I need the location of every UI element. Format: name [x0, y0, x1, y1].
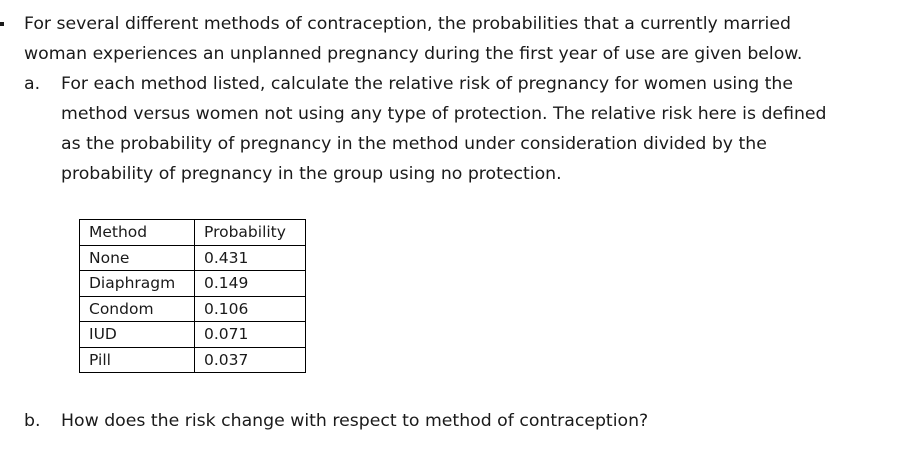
part-b-marker: b.	[24, 411, 41, 431]
part-a-line-1: For each method listed, calculate the relative risk of pregnancy for women using the	[61, 74, 794, 94]
cell-method: Diaphragm	[80, 271, 195, 297]
intro-paragraph	[24, 9, 802, 69]
cell-probability: 0.071	[195, 322, 306, 348]
cell-probability: 0.037	[195, 347, 306, 373]
cell-probability: 0.149	[195, 271, 306, 297]
part-b-question: How does the risk change with respect to method of contraception?	[61, 411, 649, 431]
cell-method: IUD	[80, 322, 195, 348]
table-row	[80, 245, 306, 271]
part-a-line-2: method versus women not using any type of protection. The relative risk here is defined	[61, 104, 827, 124]
part-a-line-3: as the probability of pregnancy in the method under consideration divided by the	[61, 134, 767, 154]
table-row	[80, 271, 306, 297]
cell-method: Condom	[80, 296, 195, 322]
header-method: Method	[80, 220, 195, 246]
cell-probability: 0.106	[195, 296, 306, 322]
probability-table	[79, 219, 306, 373]
table-row	[80, 296, 306, 322]
part-a-paragraph	[61, 69, 827, 189]
intro-line-1: For several different methods of contraception, the probabilities that a currently married	[24, 14, 791, 34]
cell-method: None	[80, 245, 195, 271]
cell-probability: 0.431	[195, 245, 306, 271]
part-a-marker: a.	[24, 74, 41, 94]
list-bullet-mark	[0, 22, 4, 26]
intro-line-2: woman experiences an unplanned pregnancy during the first year of use are given below.	[24, 44, 803, 64]
table-row	[80, 347, 306, 373]
table-header-row	[80, 220, 306, 246]
table-row	[80, 322, 306, 348]
cell-method: Pill	[80, 347, 195, 373]
part-a-line-4: probability of pregnancy in the group using no protection.	[61, 164, 562, 184]
header-probability: Probability	[195, 220, 306, 246]
